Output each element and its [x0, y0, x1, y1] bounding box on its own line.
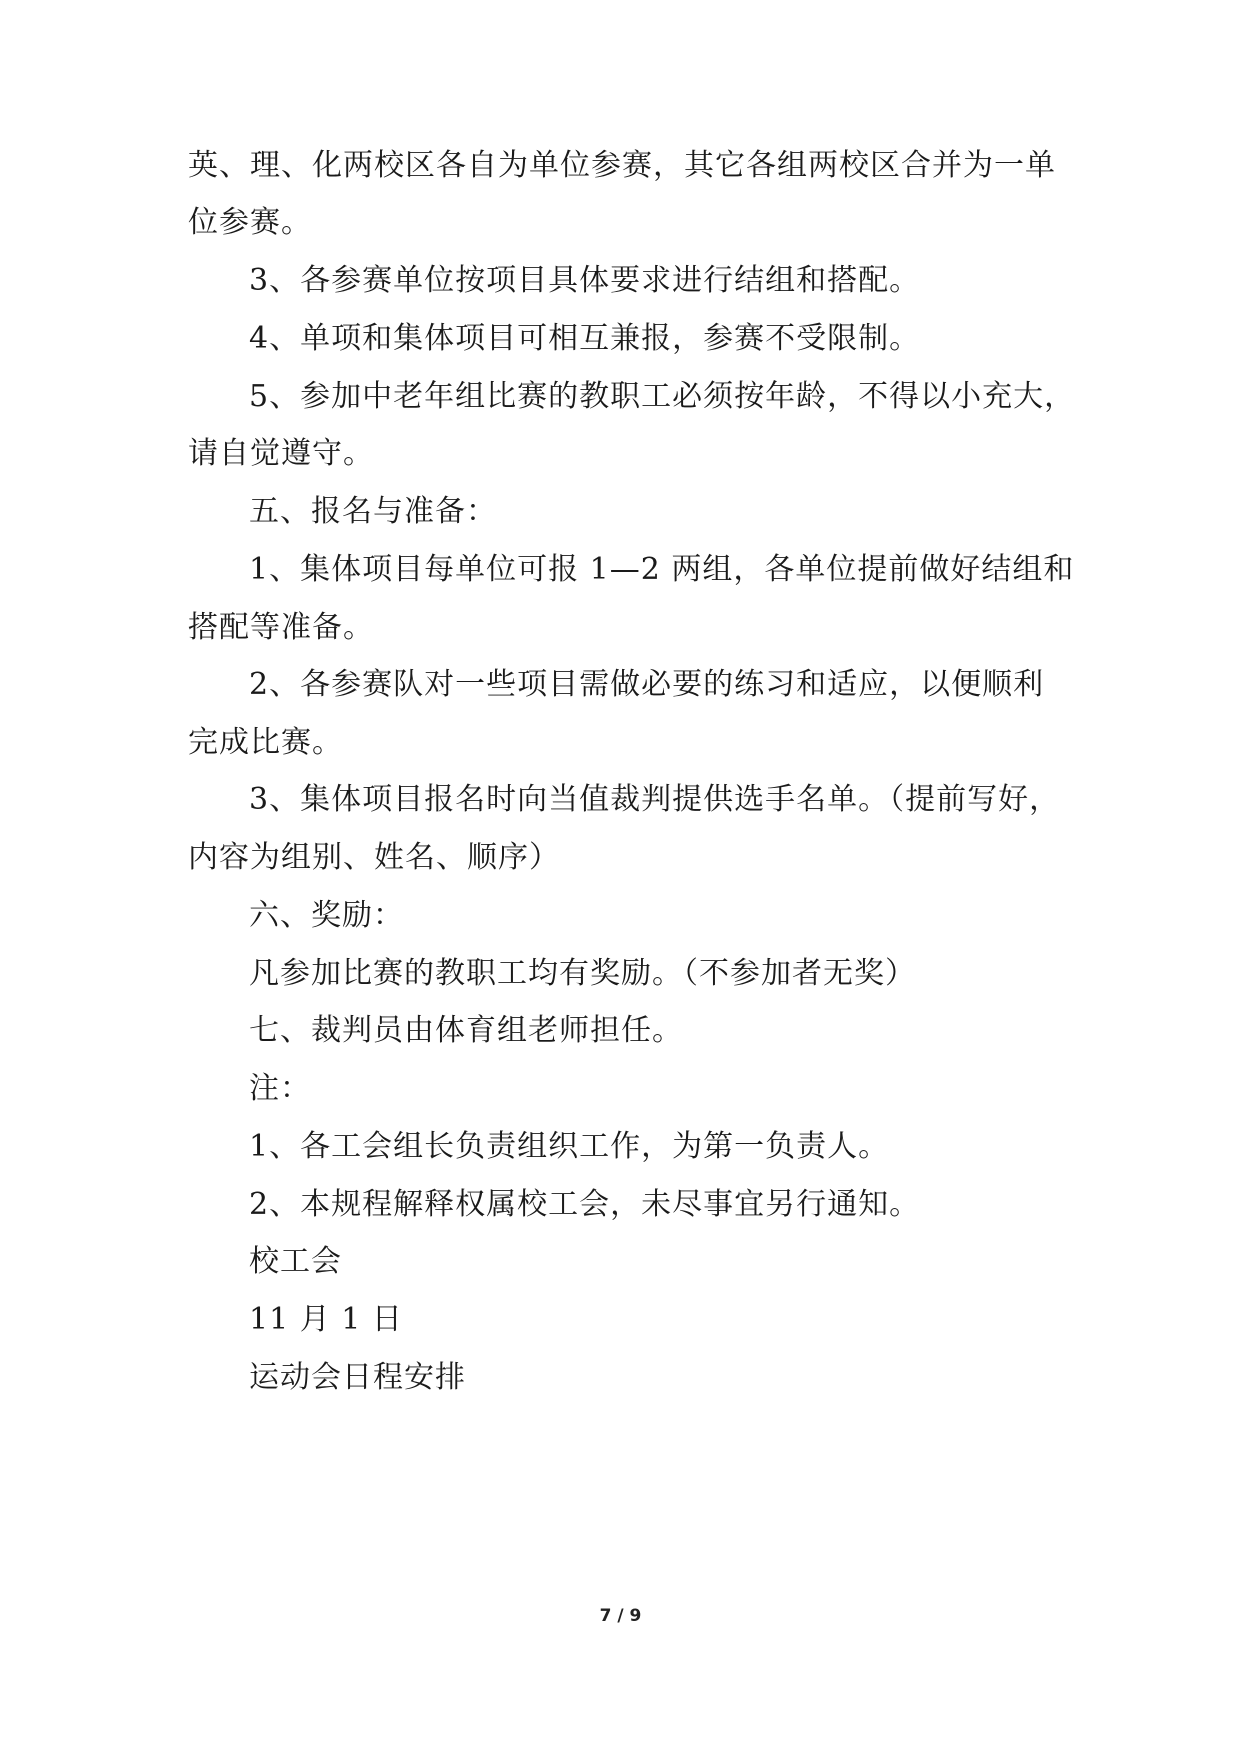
- text-line: 3、各参赛单位按项目具体要求进行结组和搭配。: [249, 263, 921, 298]
- section-heading: 五、报名与准备：: [249, 494, 497, 529]
- text-line: 2、各参赛队对一些项目需做必要的练习和适应，以便顺利: [249, 667, 1045, 702]
- text-line: 凡参加比赛的教职工均有奖励。（不参加者无奖）: [249, 956, 916, 991]
- text-line: 5、参加中老年组比赛的教职工必须按年龄，不得以小充大，: [249, 379, 1076, 414]
- signature-date: 11 月 1 日: [249, 1302, 403, 1337]
- page-indicator: 7 / 9: [599, 1606, 642, 1626]
- section-heading: 七、裁判员由体育组老师担任。: [249, 1013, 683, 1048]
- text-line: 2、本规程解释权属校工会，未尽事宜另行通知。: [249, 1187, 921, 1222]
- note-label: 注：: [249, 1071, 311, 1106]
- text-line: 4、单项和集体项目可相互兼报，参赛不受限制。: [249, 321, 921, 356]
- text-line: 1、集体项目每单位可报 1—2 两组，各单位提前做好结组和: [249, 552, 1075, 587]
- text-line: 英、理、化两校区各自为单位参赛，其它各组两校区合并为一单: [188, 148, 1056, 183]
- text-line: 3、集体项目报名时向当值裁判提供选手名单。（提前写好，: [249, 782, 1061, 817]
- text-line: 请自觉遵守。: [188, 436, 374, 471]
- text-line: 内容为组别、姓名、顺序）: [188, 840, 560, 875]
- text-line: 1、各工会组长负责组织工作，为第一负责人。: [249, 1129, 890, 1164]
- text-line: 搭配等准备。: [188, 610, 374, 645]
- text-line: 位参赛。: [188, 205, 312, 240]
- signature-org: 校工会: [249, 1244, 342, 1279]
- text-line: 完成比赛。: [188, 725, 343, 760]
- section-heading: 运动会日程安排: [249, 1360, 466, 1395]
- section-heading: 六、奖励：: [249, 898, 404, 933]
